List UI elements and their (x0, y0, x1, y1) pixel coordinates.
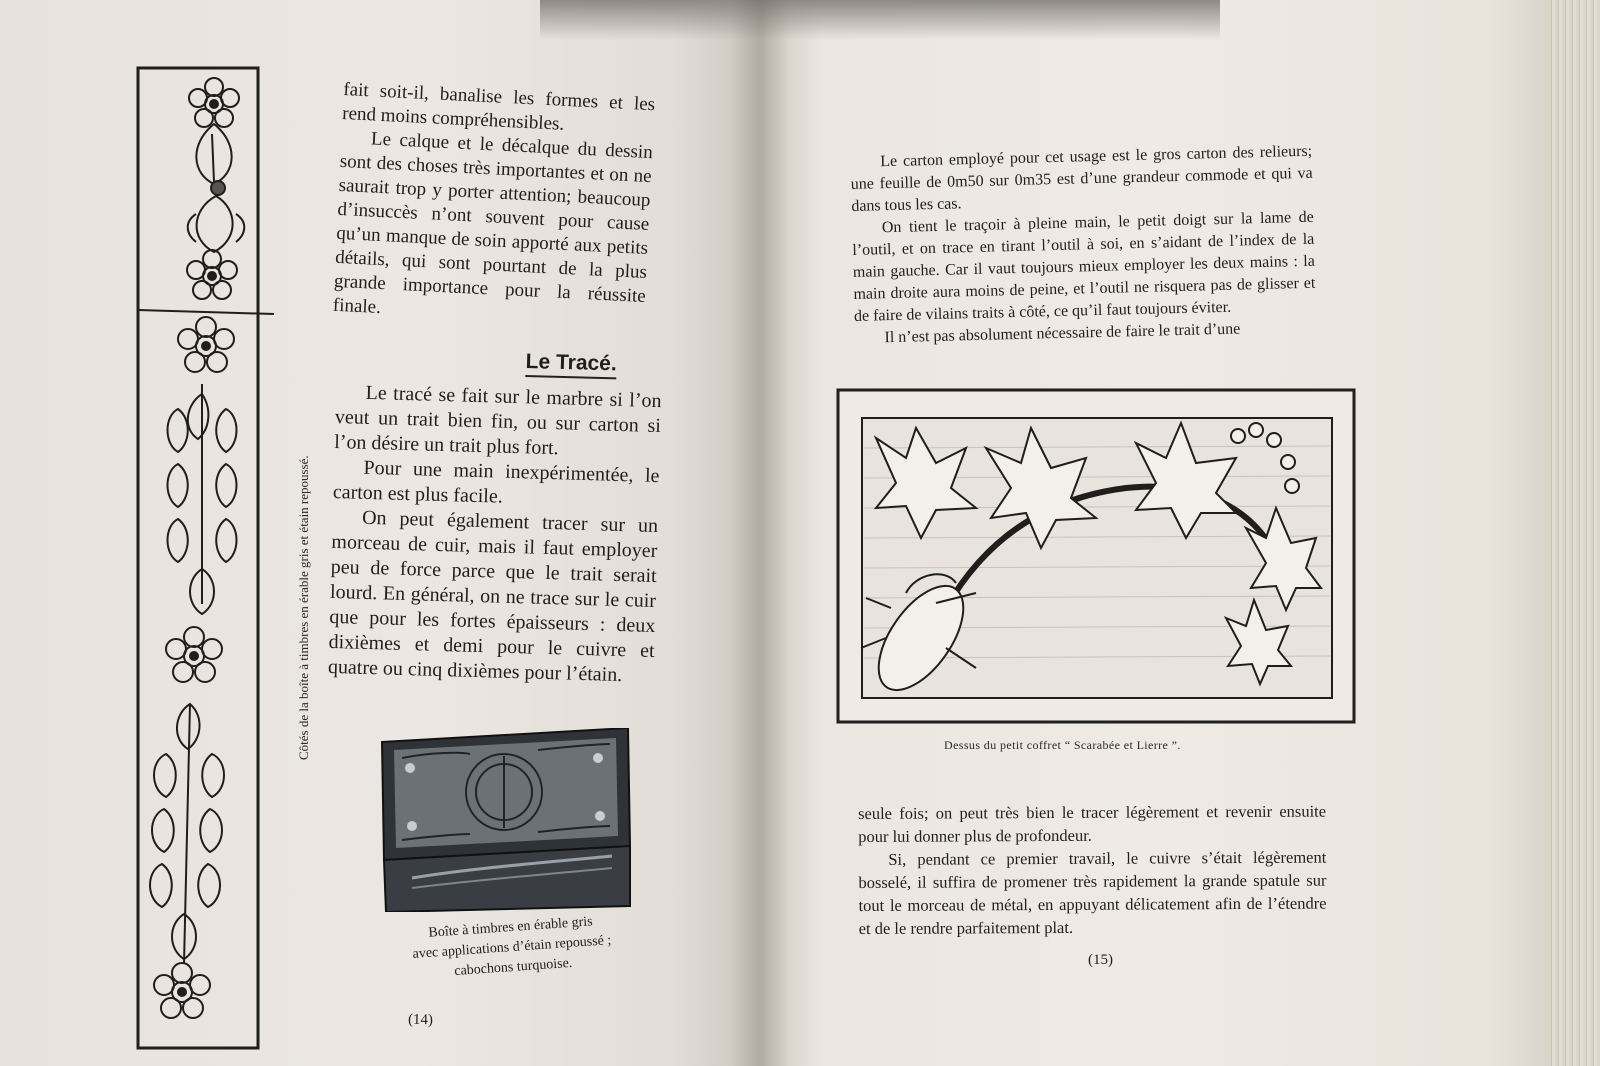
background-shadow (540, 0, 1220, 40)
right-paragraph-1: Le carton employé pour cet usage est le gros carton des relieurs; une feuille de 0m50 sur 0m35 est d’une grandeur commode et qui va dans tous les cas. (850, 142, 1313, 215)
right-top-text (850, 141, 1317, 350)
section-heading-le-trace: Le Tracé. (525, 350, 617, 379)
scarab-ivy-illustration (836, 388, 1356, 724)
left-paragraph-1: fait soit-il, banalise les formes et les rend moins compréhensibles. (341, 78, 656, 135)
left-body-text (328, 380, 662, 689)
page-edges (1548, 0, 1600, 1066)
floral-border-illustration (134, 64, 280, 1054)
left-body-paragraph-3: On peut également tracer sur un morceau de cuir, mais il faut employer peu de force parce que le trait serait lourd. En général, on ne trace sur le cuir que pour les fortes épaisseurs : deux dixièmes et demi pour le cuivre et quatre ou cinq dixièmes pour l’étain. (327, 506, 659, 687)
left-body-paragraph-1: Le tracé se fait sur le marbre si l’on veut un trait bien fin, ou sur carton si l’on désire un trait plus fort. (333, 381, 662, 460)
box-caption-line-2: avec applications d’étain repoussé ; (412, 933, 612, 962)
left-paragraph-2: Le calque et le décalque du dessin sont des choses très importantes et on ne saurait trop y porter attention; beaucoup d’insuccès n’ont souvent pour cause qu’un manque de soin apporté aux petits détails, qui sont pourtant de la plus grande importance pour la réussite finale. (332, 128, 654, 319)
right-bottom-paragraph-2: Si, pendant ce premier travail, le cuivre s’était légèrement bosselé, il suffira de promener très rapidement la grande spatule sur tout le morceau de métal, en appuyant délicatement afin de l’étendre et de le rendre parfaitement plat. (858, 847, 1327, 938)
border-vertical-caption: Côtés de la boîte à timbres en érable gris et étain repoussé. (296, 455, 311, 760)
page-number-left: (14) (407, 1011, 434, 1029)
left-body-paragraph-2: Pour une main inexpérimentée, le carton est plus facile. (332, 456, 660, 508)
ivy-figure-caption: Dessus du petit coffret “ Scarabée et Lierre ”. (944, 738, 1181, 752)
page-number-right: (15) (1088, 952, 1113, 968)
box-caption-line-1: Boîte à timbres en érable gris (428, 914, 594, 941)
box-caption-line-3: cabochons turquoise. (453, 955, 573, 980)
right-paragraph-2: On tient le traçoir à pleine main, le petit doigt sur la lame de l’outil, et on trace en tirant l’outil à soi, en s’aidant de l’index de la main gauche. Car il vaut toujours mieux employer les deux mains : la main droite aura moins de peine, et l’outil ne risquera pas de glisser et de faire de vilains traits à côté, ce qu’il faut toujours éviter. (852, 208, 1316, 325)
stamp-box-photo (372, 728, 632, 912)
book-gutter (730, 0, 790, 1066)
right-bottom-paragraph-1: seule fois; on peut très bien le tracer légèrement et revenir ensuite pour lui donner plus de profondeur. (858, 801, 1327, 846)
left-top-text (332, 78, 655, 333)
right-paragraph-3: Il n’est pas absolument nécessaire de faire le trait d’une (884, 320, 1241, 347)
right-bottom-text (858, 800, 1327, 940)
